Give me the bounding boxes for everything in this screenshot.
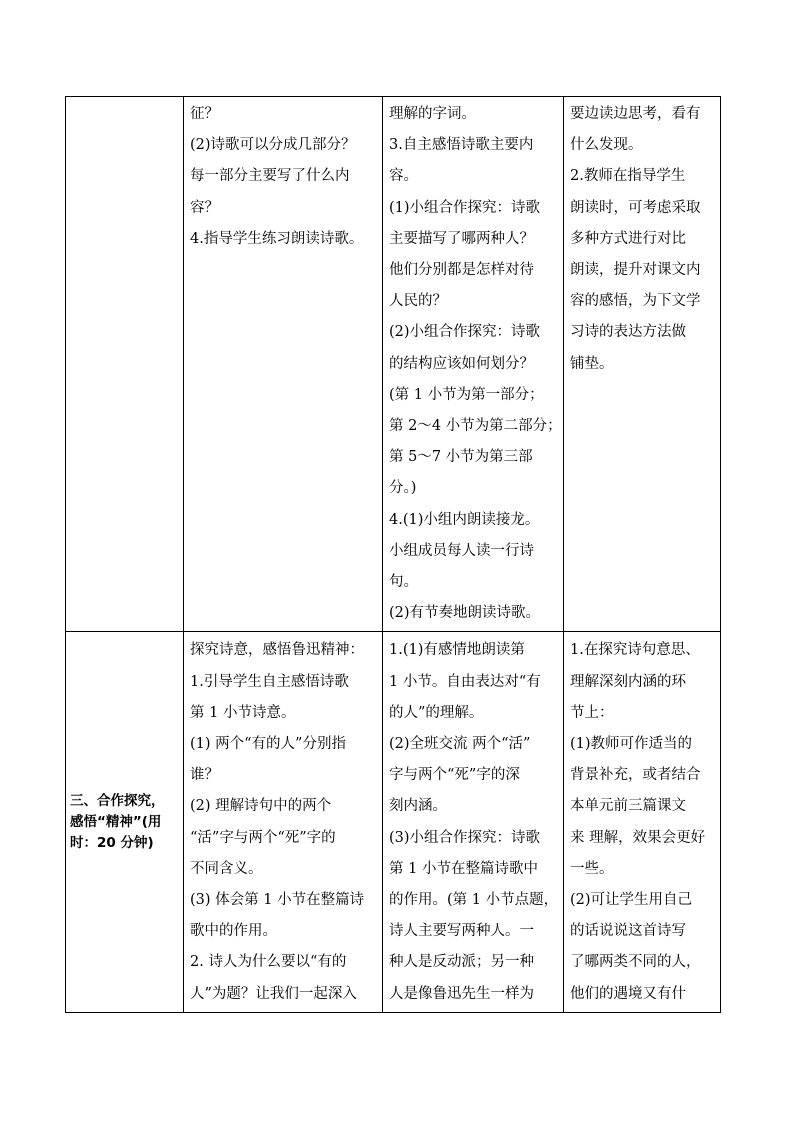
cell-text-line: 背景补充，或者结合 [570,767,701,784]
cell-text-line: 时：20 分钟) [70,834,154,851]
cell-text-line: 铺垫。 [570,355,614,372]
cell-text-line: (2)诗歌可以分成几部分？ [190,137,356,154]
cell-text-line: 字与两个“死”字的深 [389,767,520,784]
cell-text-line: 容。 [389,168,418,185]
cell-text-line: 种人是反动派；另一种 [389,954,534,971]
cell-text-line: 歌中的作用。 [190,923,277,940]
cell-text-line: (1)小组合作探究：诗歌 [389,199,541,216]
cell-text-line: (3) 体会第 1 小节在整篇诗 [190,892,365,909]
cell-text-line: 2. 诗人为什么要以“有的 [190,954,347,971]
cell-text-line: 第 1 小节在整篇诗歌中 [389,860,538,877]
design-notes-cell [564,632,721,1012]
lesson-plan-table [65,96,721,1013]
cell-text-line: 的作用。(第 1 小节点题， [389,892,559,909]
cell-text-line: 第 1 小节诗意。 [190,704,296,721]
cell-text-line: 多种方式进行对比 [570,230,686,247]
cell-text-line: 理解的字词。 [389,106,476,122]
cell-text-line: 刻内涵。 [389,798,447,815]
cell-text-line: 1.引导学生自主感悟诗歌 [190,673,349,690]
cell-text-line: 谁？ [190,767,219,784]
cell-text-line: 的人”的理解。 [389,704,484,721]
stage-cell [66,632,184,1012]
teacher-activity-cell [184,97,383,632]
cell-text-line: 主要描写了哪两种人？ [389,230,534,247]
cell-text-line: (2)有节奏地朗读诗歌。 [389,605,541,622]
cell-text-line: 朗读，提升对课文内 [570,262,701,279]
cell-text-line: 的结构应该如何划分？ [389,355,534,372]
cell-text-line: 每一部分主要写了什么内 [190,168,350,185]
cell-text-line: 人是像鲁迅先生一样为 [389,985,534,1002]
student-activity-cell [383,97,564,632]
cell-text-line: (2)小组合作探究：诗歌 [389,324,541,341]
cell-text-line: 的话说说这首诗写 [570,923,686,940]
cell-text-line: 了哪两类不同的人， [570,954,701,971]
cell-text-line: 不同含义。 [190,860,263,877]
cell-text-line: 探究诗意，感悟鲁迅精神： [190,642,364,659]
cell-text-line: 一些。 [570,860,614,877]
cell-text-line: 要边读边思考，看有 [570,106,701,122]
cell-text-line: 他们分别都是怎样对待 [389,262,534,279]
cell-text-line: 习诗的表达方法做 [570,324,686,341]
cell-text-line: 来 理解，效果会更好 [570,829,706,846]
cell-text-line: (1) 两个“有的人”分别指 [190,736,346,753]
teacher-activity-cell [184,632,383,1012]
student-activity-cell [383,632,564,1012]
cell-text-line: (3)小组合作探究：诗歌 [389,829,541,846]
cell-text-line: 1 小节。自由表达对“有 [389,673,541,690]
cell-text-line: 理解深刻内涵的环 [570,673,686,690]
cell-text-line: (2) 理解诗句中的两个 [190,798,332,815]
cell-text-line: 小组成员每人读一行诗 [389,542,534,559]
cell-text-line: 分。) [389,480,417,497]
cell-text-line: 诗人主要写两种人。一 [389,923,534,940]
cell-text-line: 容的感悟，为下文学 [570,293,701,310]
cell-text-line: 1.(1)有感情地朗读第 [389,642,525,659]
cell-text-line: (第 1 小节为第一部分； [389,386,544,403]
table-row [66,97,721,632]
cell-text-line: (2)全班交流 两个“活” [389,736,531,753]
cell-text-line: 4.指导学生练习朗读诗歌。 [190,230,364,247]
cell-text-line: 人”为题？让我们一起深入 [190,985,357,1002]
cell-text-line: (2)可让学生用自己 [570,892,693,909]
cell-text-line: 容？ [190,199,219,216]
cell-text-line: 第 5～7 小节为第三部 [389,449,533,466]
cell-text-line: 感悟“精神”(用 [70,813,162,830]
cell-text-line: 节上： [570,704,614,721]
cell-text-line: 3.自主感悟诗歌主要内 [389,137,534,154]
cell-text-line: 2.教师在指导学生 [570,168,686,185]
cell-text-line: 1.在探究诗句意思、 [570,642,700,659]
table-row [66,632,721,1012]
cell-text-line: 征？ [190,106,219,122]
cell-text-line: 本单元前三篇课文 [570,798,686,815]
design-notes-cell [564,97,721,632]
cell-text-line: 他们的遇境又有什 [570,985,686,1002]
cell-text-line: 人民的？ [389,293,447,310]
cell-text-line: 第 2～4 小节为第二部分； [389,418,562,435]
stage-cell [66,97,184,632]
cell-text-line: 什么发现。 [570,137,643,154]
cell-text-line: (1)教师可作适当的 [570,736,693,753]
cell-text-line: 句。 [389,574,418,591]
cell-text-line: 朗读时，可考虑采取 [570,199,701,216]
cell-text-line: “活”字与两个“死”字的 [190,829,336,846]
cell-text-line: 4.(1)小组内朗读接龙。 [389,511,540,528]
cell-text-line: 三、合作探究， [70,792,165,809]
